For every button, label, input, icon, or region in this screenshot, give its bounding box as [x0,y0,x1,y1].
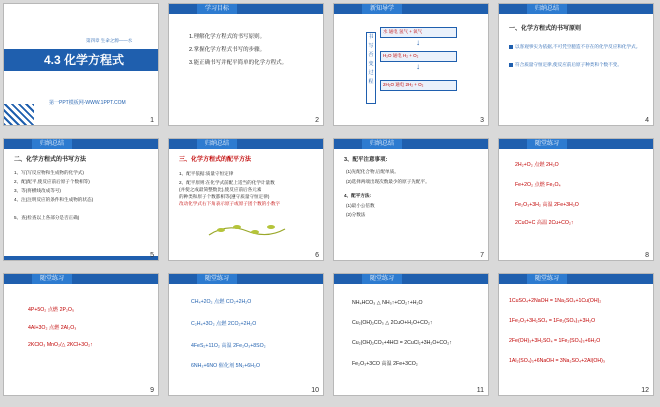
slide-header-bar [334,4,488,14]
slide-header-bar [169,274,323,284]
objective-1: 1.理解化学方程式的书写原则。 [189,34,266,40]
equation-balanced [380,80,457,91]
principle-2: 符合质量守恒定律,使反应前后原子种类和个数不变。 [509,62,645,68]
slide-header-bar [334,274,488,284]
slide-thumbnail-9[interactable] [4,274,158,395]
vertical-label: 书写否变过程 [366,32,376,104]
corner-stripes [4,104,34,125]
slide-tag: 新知导学 [362,4,402,14]
slide-tag: 归纳总结 [362,139,402,149]
slide-tag: 归纳总结 [527,4,567,14]
note-line: 4、配平方法: [344,193,372,198]
arrow-icon: ↓ [416,38,420,47]
slide-number: 6 [315,252,319,259]
vine-decoration [207,221,287,241]
step-line: 1、写(写反应物和生成物的化学式) [14,170,84,175]
note-line: (2)选择两端出现次数最少的原子先配平。 [346,179,430,184]
slide-number: 3 [480,117,484,124]
equation: 1Al₂(SO₄)₃+6NaOH = 3Na₂SO₄+2Al(OH)₃ [509,358,605,364]
slide-header-bar [499,139,653,149]
slide-thumbnail-11[interactable] [334,274,488,395]
slide-subtitle: 第一PPT模板网-WWW.1PPT.COM [49,100,126,106]
section-heading: 三、化学方程式的配平方法 [179,157,252,163]
slide-header-bar [169,4,323,14]
equation: 1CuSO₄+2NaOH = 1Na₂SO₄+1Cu(OH)₂ [509,298,602,304]
slide-number: 12 [641,387,649,394]
slide-number: 1 [150,117,154,124]
slide-number: 10 [311,387,319,394]
equation: 6NH₃+6NO 催化剂 5N₂+6H₂O [191,363,260,369]
equation: 1Fe₂O₃+3H₂SO₄ = 1Fe₂(SO₄)₃+3H₂O [509,318,596,324]
slide-header-bar [499,4,653,14]
equation: CH₄+2O₂ 点燃 CO₂+2H₂O [191,299,252,305]
chapter-text: 第四章 生命之源——水 [86,38,133,43]
step-line: 5、查(检查以上各部分是否正确) [14,215,80,220]
slide-header-bar [499,274,653,284]
slide-tag: 随堂练习 [527,139,567,149]
equation: Fe+2O₂ 点燃 Fe₃O₄ [515,182,561,188]
equation: 2CuO+C 高温 2Cu+CO₂↑ [515,220,574,226]
slide-number: 9 [150,387,154,394]
slide-thumbnail-2[interactable] [169,4,323,125]
equation: 2Fe(OH)₃+3H₂SO₄ = 1Fe₂(SO₄)₃+6H₂O [509,338,601,344]
objective-2: 2.掌握化学方程式书写的步骤。 [189,47,266,53]
slide-thumbnail-4[interactable] [499,4,653,125]
slide-thumbnail-3[interactable] [334,4,488,125]
equation: 4Al+3O₂ 点燃 2Al₂O₃ [28,325,77,331]
slide-thumbnail-5[interactable] [4,139,158,260]
rule-line: 1、配平依据:质量守恒定律 [179,171,234,176]
slide-number: 2 [315,117,319,124]
equation: Fe₂O₃+3H₂ 高温 2Fe+3H₂O [515,202,579,208]
slide-number: 5 [150,252,154,259]
equation: C₂H₄+3O₂ 点燃 2CO₂+2H₂O [191,321,257,327]
equation-text: 2H₂O 通电 2H₂ + O₂ [383,82,424,87]
objective-3: 3.能正确书写并配平简单的化学方程式。 [189,60,288,66]
step-line: 3、等(将横线改成等号) [14,188,61,193]
slide-number: 8 [645,252,649,259]
equation-text: 水 通电 氢气 + 氧气 [383,29,423,34]
rule-line: (并使之成最简整数比),使反应前后各元素 [179,187,262,192]
section-heading: 一、化学方程式的书写原则 [509,26,582,32]
bottom-bar [4,256,158,260]
slide-header-bar [169,139,323,149]
slide-tag: 归纳总结 [197,139,237,149]
slide-tag: 随堂练习 [197,274,237,284]
note-line: (1)最小公倍数 [346,203,375,208]
slide-thumbnail-1[interactable] [4,4,158,125]
slide-number: 4 [645,117,649,124]
rule-line: 的种类和原子个数都相等(遵守质量守恒定律) [179,194,270,199]
slide-tag: 随堂练习 [527,274,567,284]
slide-number: 11 [476,387,484,394]
slide-tag: 归纳总结 [32,139,72,149]
equation: Cu₂(OH)₂CO₃+4HCl = 2CuCl₂+3H₂O+CO₂↑ [352,340,452,346]
rule-line: 2、配平原则:在化学式前配上适当的化学计量数 [179,180,275,185]
step-line: 2、配(配平,使反应前后原子个数相等) [14,179,90,184]
note-line: (2)分数法 [346,212,366,217]
rule-line: 改动化学式右下角表示原子或原子团个数的小数字 [179,201,281,206]
slide-tag: 随堂练习 [362,274,402,284]
principle-1: 以客观事实为依据,不可凭空臆造不存在的化学反应和化学式。 [509,44,645,50]
slide-title: 4.3 化学方程式 [44,53,125,67]
equation: 4FeS₂+11O₂ 高温 2Fe₂O₃+8SO₂ [191,343,266,349]
slide-thumbnail-12[interactable] [499,274,653,395]
slide-thumbnail-6[interactable] [169,139,323,260]
arrow-icon: ↓ [416,62,420,71]
equation: NH₄HCO₃ △ NH₃↑+CO₂↑+H₂O [352,300,423,306]
section-heading: 3、配平注意事项: [344,157,388,163]
slide-tag: 学习目标 [197,4,237,14]
slide-thumbnail-8[interactable] [499,139,653,260]
slide-thumbnail-10[interactable] [169,274,323,395]
equation-text: H₂O 通电 H₂ + O₂ [383,53,419,58]
equation: 2KClO₃ MnO₂/△ 2KCl+3O₂↑ [28,342,93,348]
slide-header-bar [4,274,158,284]
slide-header-bar [4,139,158,149]
equation: 2H₂+O₂ 点燃 2H₂O [515,162,559,168]
slide-thumbnail-7[interactable] [334,139,488,260]
equation-words [380,27,457,38]
slide-tag: 随堂练习 [32,274,72,284]
equation: 4P+5O₂ 点燃 2P₂O₅ [28,307,75,313]
note-line: (1)先配化合物,后配单质。 [346,169,399,174]
step-line: 4、注(注明反应的条件和生成物的状态) [14,197,94,202]
equation: Fe₂O₃+3CO 高温 2Fe+3CO₂ [352,361,418,367]
section-heading: 二、化学方程式的书写方法 [14,157,87,163]
equation-formula [380,51,457,62]
equation: Cu₂(OH)₂CO₃ △ 2CuO+H₂O+CO₂↑ [352,320,433,326]
slide-number: 7 [480,252,484,259]
slide-header-bar [334,139,488,149]
